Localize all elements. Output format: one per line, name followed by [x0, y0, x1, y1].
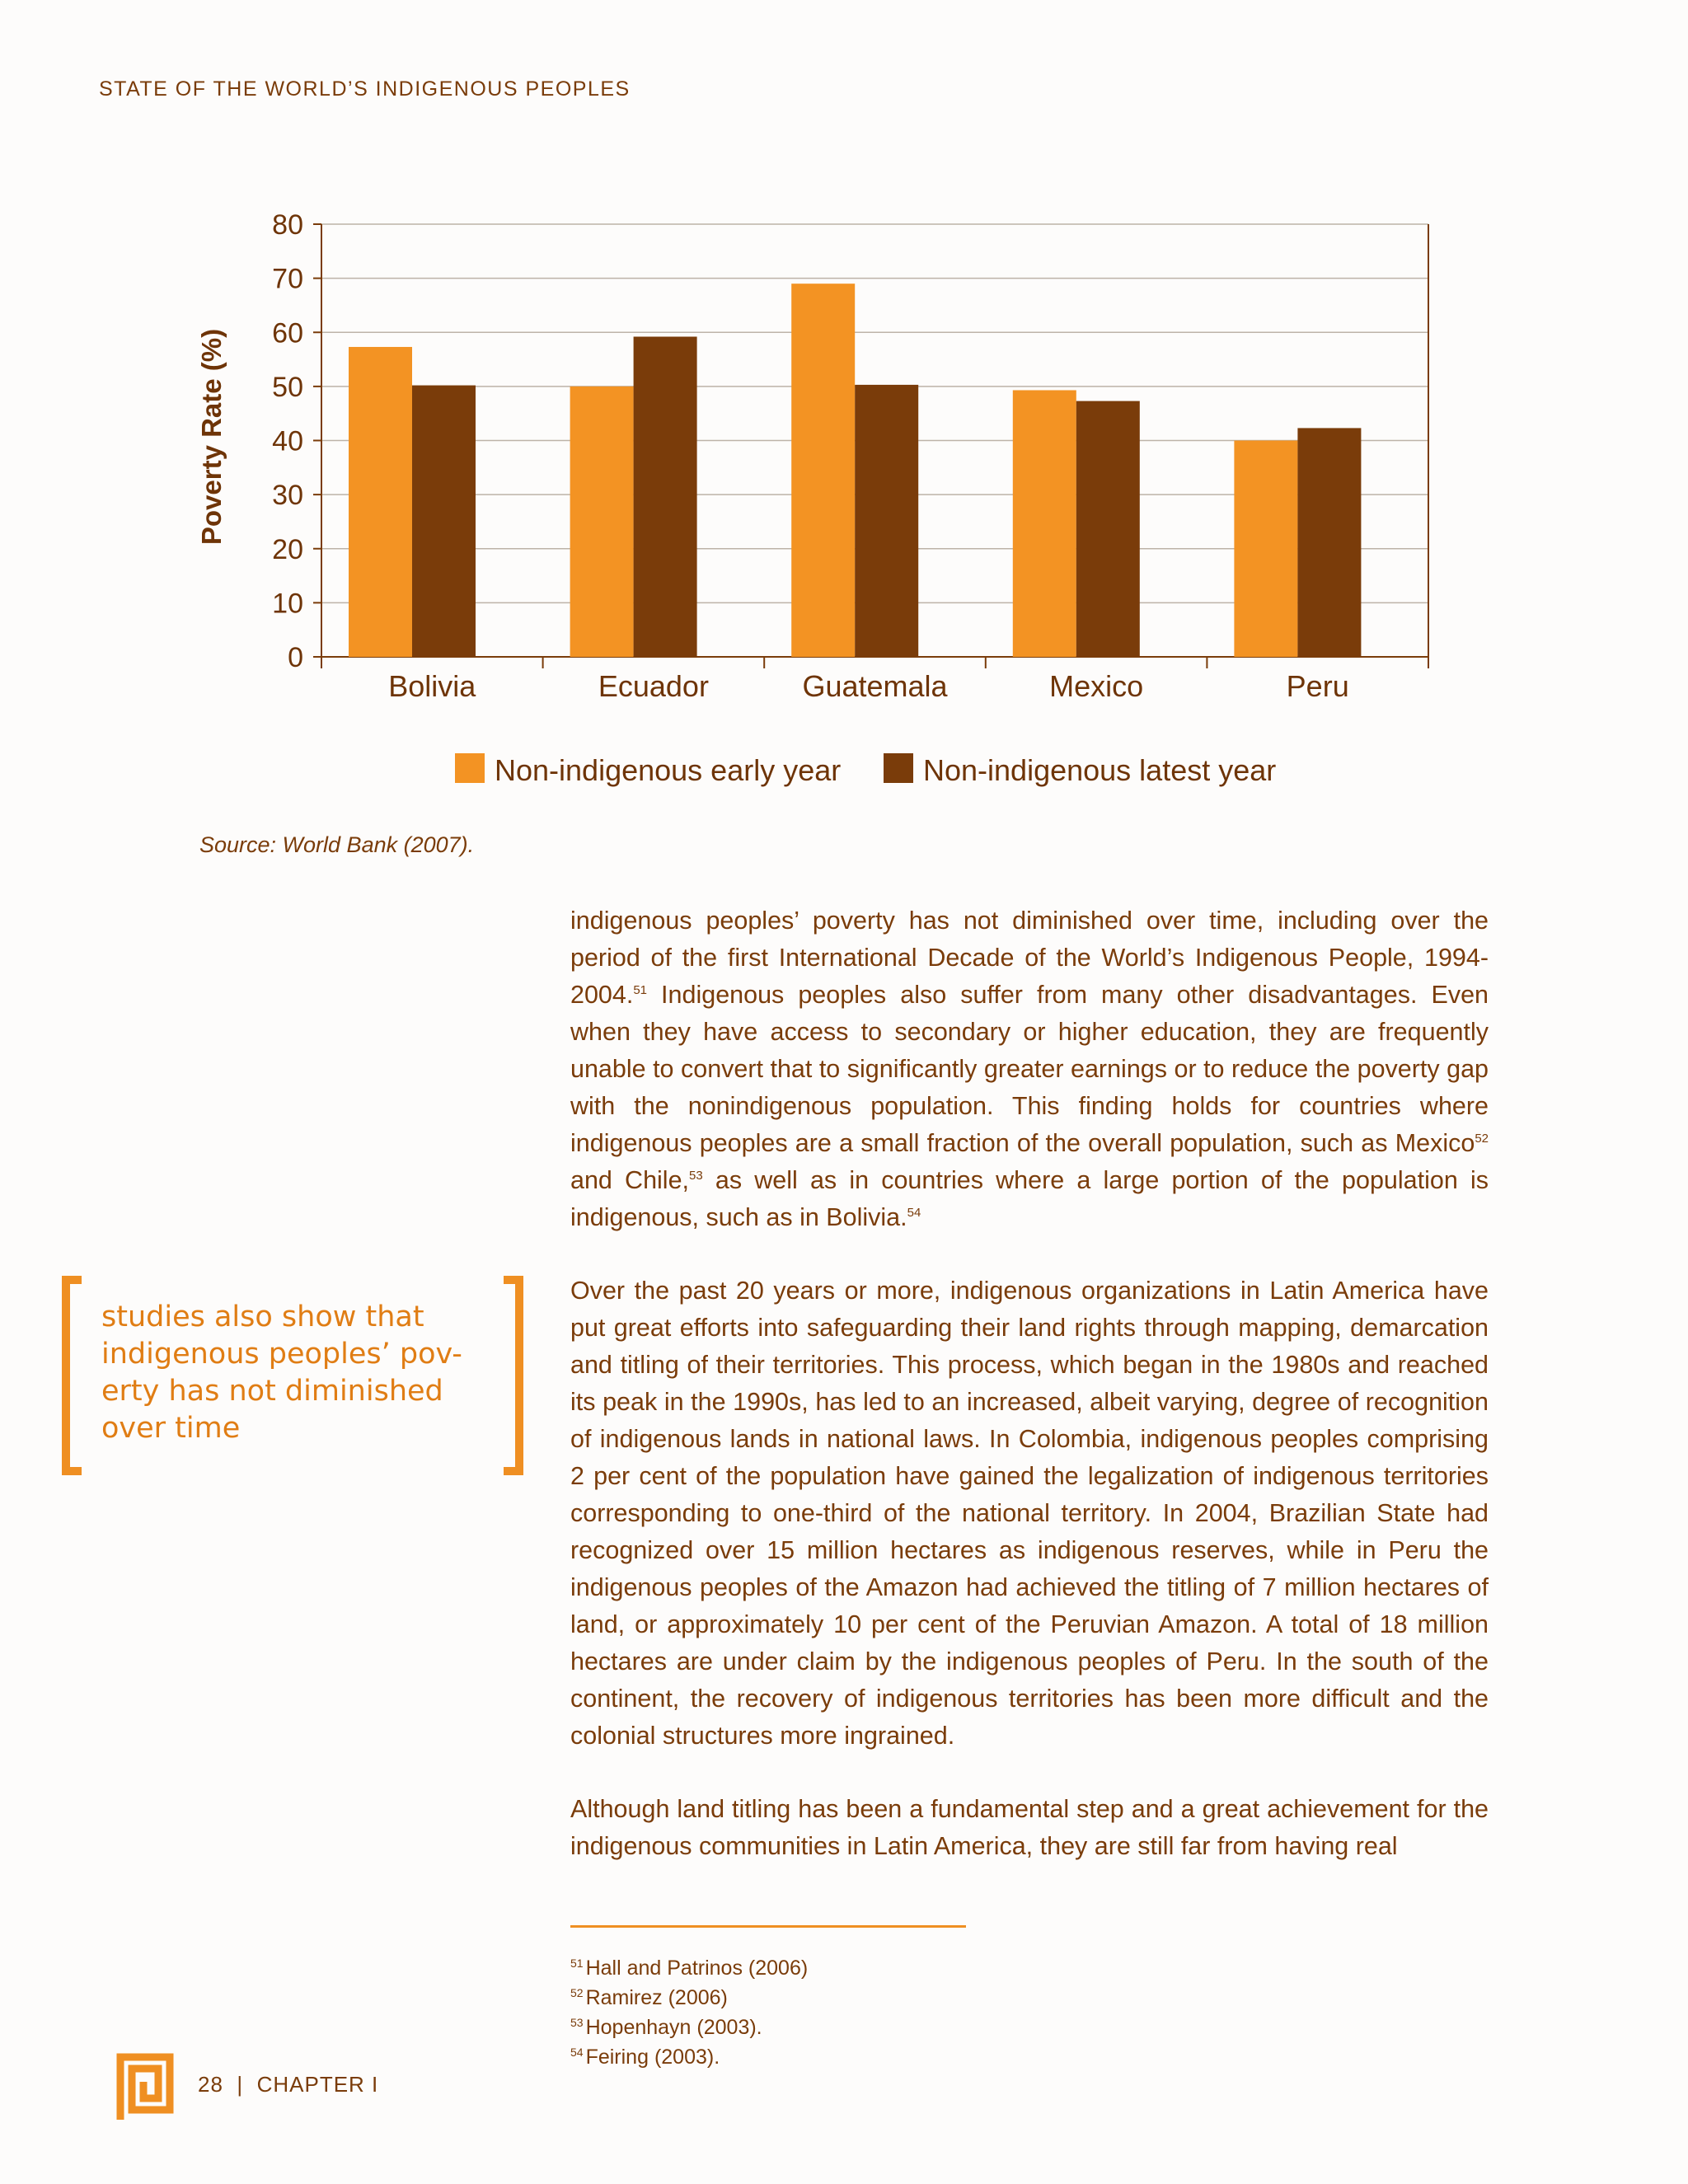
bar-bolivia-latest: [412, 386, 476, 657]
footnote-item: $^{54}$ Feiring (2003).: [570, 2045, 720, 2069]
footnote-item: $^{51}$ Hall and Patrinos (2006): [570, 1956, 809, 1980]
pull-quote: [62, 1276, 523, 1479]
footnote-item: $^{53}$ Hopenhayn (2003).: [570, 2015, 762, 2039]
y-tick-label: 80: [272, 209, 303, 241]
folio-separator: |: [237, 2072, 244, 2097]
bar-ecuador-early: [570, 387, 634, 657]
legend-label: Non-indigenous early year: [495, 753, 842, 787]
chart-source-note: Source: World Bank (2007).: [199, 832, 475, 857]
x-tick-label: Mexico: [1049, 669, 1144, 703]
y-tick-label: 60: [272, 317, 303, 349]
x-tick-label: Bolivia: [388, 669, 476, 703]
y-tick-label: 50: [272, 371, 303, 403]
footnote-ref: 53: [689, 1168, 703, 1183]
bar-mexico-early: [1013, 390, 1076, 657]
legend-swatch: [455, 753, 485, 783]
chart-bars: [349, 284, 1361, 657]
chart-legend: [455, 753, 1276, 787]
bar-guatemala-latest: [855, 385, 918, 657]
body-paragraph-3: Although land titling has been a fundamental step and a great achievement for the indigenous communities in Latin America, they are still far from having real: [570, 1795, 1489, 1860]
body-paragraph-2: Over the past 20 years or more, indigenous organizations in Latin America have put great efforts into safeguarding their land rights through mapping, demarcation and titling of their territories. This process, which began in the 1980s and reached its peak in the 1990s, has led to an increased, albeit varying, degree of recognition of indigenous lands in national laws. In Colombia, indigenous peoples comprising 2 per cent of the population have gained the legalization of indigenous territories corresponding to one-third of the national territory. In 2004, Brazilian State had recognized over 15 million hectares as indigenous reserves, while in Peru the indigenous peoples of the Amazon had achieved the titling of 7 million hectares of land, or approximately 10 per cent of the Peruvian Amazon. A total of 18 million hectares are under claim by the indigenous peoples of Peru. In the south of the continent, the recovery of indigenous territories has been more difficult and the colonial structures more ingrained.: [570, 1277, 1489, 1750]
left-bracket-icon: [62, 1276, 82, 1475]
pull-quote-text: studies also show that indigenous peoples’ pov-erty has not diminished over time: [101, 1301, 462, 1445]
legend-label: Non-indigenous latest year: [923, 753, 1277, 787]
y-tick-label: 10: [272, 588, 303, 620]
y-tick-label: 40: [272, 425, 303, 457]
y-tick-label: 30: [272, 480, 303, 512]
bar-guatemala-early: [791, 284, 855, 657]
y-tick-label: 70: [272, 263, 303, 295]
x-tick-label: Peru: [1286, 669, 1349, 703]
poverty-bar-chart: [0, 0, 1688, 824]
bar-mexico-latest: [1076, 401, 1140, 657]
legend-swatch: [884, 753, 913, 783]
chapter-label: CHAPTER I: [256, 2072, 379, 2097]
footnote-ref: 54: [907, 1205, 921, 1220]
footnote-ref: 51: [633, 982, 648, 997]
footnote-item: $^{52}$ Ramirez (2006): [570, 1985, 728, 2009]
bar-ecuador-latest: [634, 337, 697, 658]
bar-bolivia-early: [349, 347, 412, 657]
x-tick-label: Guatemala: [802, 669, 948, 703]
bar-peru-latest: [1297, 428, 1361, 657]
body-text-column: [570, 902, 1489, 1901]
footnote-divider: [570, 1925, 966, 1928]
bar-peru-early: [1234, 441, 1297, 658]
right-bracket-icon: [504, 1276, 523, 1475]
y-tick-label: 0: [288, 642, 303, 673]
running-head: STATE OF THE WORLD’S INDIGENOUS PEOPLES: [99, 77, 631, 101]
y-tick-label: 20: [272, 533, 303, 565]
body-paragraph-1: indigenous peoples’ poverty has not diminished over time, including over the period of the first International Decade of the World’s Indigenous People, 1994-2004.51 Indigenous peoples also suffer from many other disadvantages. Even when they have access to secondary or higher education, they are frequently unable to convert that to significantly greater earnings or to reduce the poverty gap with the nonindigenous population. This finding holds for countries where indigenous peoples are a small fraction of the overall population, such as Mexico$^{52}$ and Chile,$^{53}$ as well as in countries where a large portion of the population is indigenous, such as in Bolivia.$^{54}$: [570, 907, 1489, 1231]
folio-text: [198, 2072, 378, 2097]
page-number: 28: [198, 2072, 223, 2097]
x-tick-label: Ecuador: [598, 669, 709, 703]
footnote-ref: 52: [1475, 1131, 1489, 1146]
spiral-logo-icon: [115, 2052, 175, 2123]
page-footer: [115, 2052, 610, 2118]
y-axis-label: Poverty Rate (%): [196, 328, 227, 546]
